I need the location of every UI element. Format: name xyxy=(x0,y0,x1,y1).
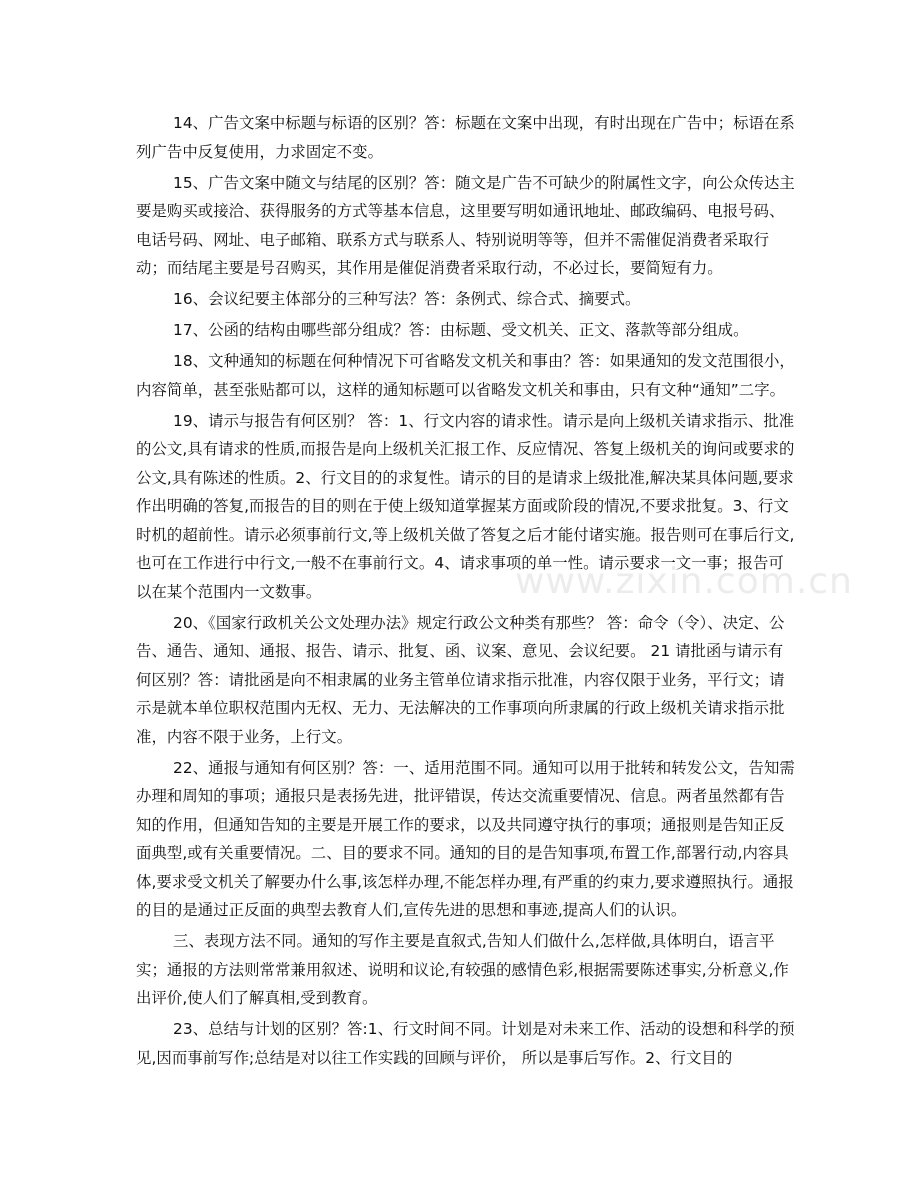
watermark: www.zixin.com.cn xyxy=(515,561,853,602)
paragraph-q17: 17、公函的结构由哪些部分组成？答：由标题、受文机关、正文、落款等部分组成。 xyxy=(173,321,749,339)
paragraph-q18: 18、文种通知的标题在何种情况下可省略发文机关和事由？答：如果通知的发文范围很小，内容简单，甚至张贴都可以，这样的通知标题可以省略发文机关和事由，只有文种“通知”二字。 xyxy=(136,352,795,399)
paragraph-q15: 15、广告文案中随文与结尾的区别？答：随文是广告不可缺少的附属性文字，向公众传达主要是购买或接洽、获得服务的方式等基本信息，这里要写明如通讯地址、邮政编码、电报号码、电话号码、网址、电子邮箱、联系方式与联系人、特别说明等等，但并不需催促消费者采取行动；而结尾主要是号召购买，其作用是催促消费者采取行动，不必过长，要简短有力。 xyxy=(136,173,795,277)
paragraph-q23: 23、总结与计划的区别？答:1、行文时间不同。计划是对未来工作、活动的设想和科学的预见,因而事前写作;总结是对以往工作实践的回顾与评价， 所以是事后写作。2、行文目的 xyxy=(136,1020,795,1067)
paragraph-q16: 16、会议纪要主体部分的三种写法？答：条例式、综合式、摘要式。 xyxy=(173,290,641,308)
paragraph-q22: 22、通报与通知有何区别？答：一、适用范围不同。通知可以用于批转和转发公文，告知需办理和周知的事项；通报只是表扬先进，批评错误，传达交流重要情况、信息。两者虽然都有告知的作用，但通知告知的主要是开展工作的要求，以及共同遵守执行的事项；通报则是告知正反面典型,或有关重要情况。二、目的要求不同。通知的目的是告知事项,布置工作,部署行动,内容具体,要求受文机关了解要办什么事,该怎样办理,不能怎样办理,有严重的约束力,要求遵照执行。通报的目的是通过正反面的典型去教育人们,宣传先进的思想和事迹,提高人们的认识。 xyxy=(136,758,795,919)
paragraph-q20-q21: 20、《国家行政机关公文处理办法》规定行政公文种类有那些？ 答：命令（令）、决定、公告、通告、通知、通报、报告、请示、批复、函、议案、意见、会议纪要。 21 请批函与请示有何区别？答：请批函是向不相隶属的业务主管单位请求指示批准，内容仅限于业务，平行文；请示是就本单位职权范围内无权、无力、无法解决的工作事项向所隶属的行政上级机关请求指示批准，内容不限于业务，上行文。 xyxy=(136,613,785,746)
paragraph-q22-part3: 三、表现方法不同。通知的写作主要是直叙式,告知人们做什么,怎样做,具体明白，语言平实；通报的方法则常常兼用叙述、说明和议论,有较强的感情色彩,根据需要陈述事实,分析意义,作出评价,使人们了解真相,受到教育。 xyxy=(136,932,789,1007)
paragraph-q14: 14、广告文案中标题与标语的区别？答：标题在文案中出现，有时出现在广告中；标语在系列广告中反复使用，力求固定不变。 xyxy=(136,114,795,161)
paragraph-q19: 19、请示与报告有何区别？ 答：1、行文内容的请求性。请示是向上级机关请求指示、批准的公文,具有请求的性质,而报告是向上级机关汇报工作、反应情况、答复上级机关的询问或要求的公文,具有陈述的性质。2、行文目的的求复性。请示的目的是请求上级批准,解决某具体问题,要求作出明确的答复,而报告的目的则在于使上级知道掌握某方面或阶段的情况,不要求批复。3、行文时机的超前性。请示必须事前行文,等上级机关做了答复之后才能付诸实施。报告则可在事后行文,也可在工作进行中行文,一般不在事前行文。4、请求事项的单一性。请示要求一文一事；报告可以在某个范围内一文数事。 xyxy=(136,411,795,601)
